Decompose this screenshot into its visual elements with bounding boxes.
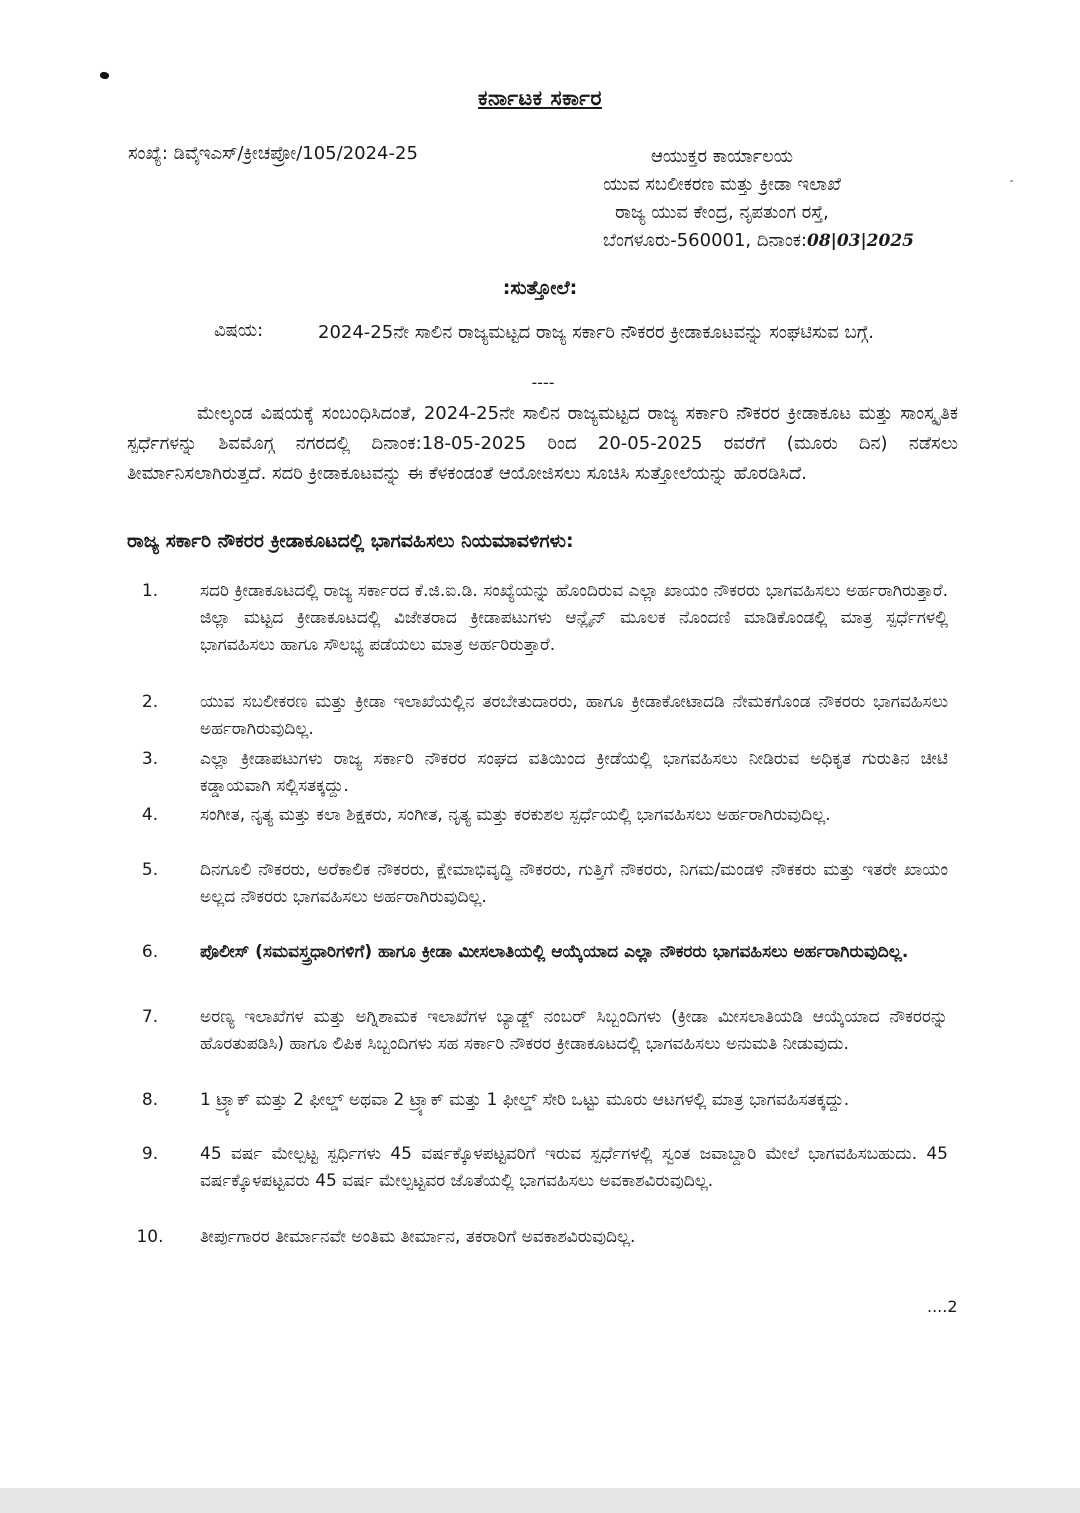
office-line: ರಾಜ್ಯ ಯುವ ಕೇಂದ್ರ, ನೃಪತುಂಗ ರಸ್ತೆ,	[615, 202, 829, 223]
rule-number: 7.	[141, 1007, 159, 1027]
rule-number: 10.	[136, 1227, 164, 1247]
intro-paragraph: ಮೇಲ್ಕಂಡ ವಿಷಯಕ್ಕೆ ಸಂಬಂಧಿಸಿದಂತೆ, 2024-25ನೇ ಸಾಲಿನ ರಾಜ್ಯಮಟ್ಟದ ರಾಜ್ಯ ಸರ್ಕಾರಿ ನೌಕರರ ಕ್ರೀಡಾಕೂಟ ಮತ್ತು ಸಾಂಸ್ಕೃತಿಕ ಸ್ಪರ್ಧೆಗಳನ್ನು ಶಿವಮೊಗ್ಗ ನಗರದಲ್ಲಿ ದಿನಾಂಕ:18-05-2025 ರಿಂದ 20-05-2025 ರವರೆಗೆ (ಮೂರು ದಿನ) ನಡೆಸಲು ತೀರ್ಮಾನಿಸಲಾಗಿರುತ್ತದೆ. ಸದರಿ ಕ್ರೀಡಾಕೂಟವನ್ನು ಈ ಕೆಳಕಂಡಂತೆ ಆಯೋಜಿಸಲು ಸೂಚಿಸಿ ಸುತ್ತೋಲೆಯನ್ನು ಹೊರಡಿಸಿದೆ.	[127, 403, 958, 484]
rule-text: ಸಂಗೀತ, ನೃತ್ಯ ಮತ್ತು ಕಲಾ ಶಿಕ್ಷಕರು, ಸಂಗೀತ, ನೃತ್ಯ ಮತ್ತು ಕರಕುಶಲ ಸ್ಪರ್ಧೆಯಲ್ಲಿ ಭಾಗವಹಿಸಲು ಅರ್ಹರಾಗಿರುವುದಿಲ್ಲ.	[200, 805, 831, 825]
rule-number: 6.	[141, 942, 159, 962]
rule-text: ಯುವ ಸಬಲೀಕರಣ ಮತ್ತು ಕ್ರೀಡಾ ಇಲಾಖೆಯಲ್ಲಿನ ತರಬೇತುದಾರರು, ಹಾಗೂ ಕ್ರೀಡಾಕೋಟಾದಡಿ ನೇಮಕಗೊಂಡ ನೌಕರರು ಭಾಗವಹಿಸಲು ಅರ್ಹರಾಗಿರುವುದಿಲ್ಲ.	[200, 692, 948, 739]
address-date-prefix: ಬೆಂಗಳೂರು-560001, ದಿನಾಂಕ:	[602, 230, 807, 251]
rule-text: ಪೊಲೀಸ್ (ಸಮವಸ್ತ್ರಧಾರಿಗಳಿಗೆ) ಹಾಗೂ ಕ್ರೀಡಾ ಮೀಸಲಾತಿಯಲ್ಲಿ ಆಯ್ಕೆಯಾದ ಎಲ್ಲಾ ನೌಕರರು ಭಾಗವಹಿಸಲು ಅರ್ಹರಾಗಿರುವುದಿಲ್ಲ.	[200, 942, 909, 962]
rule-text: 1 ಟ್ರ್ಯಾಕ್ ಮತ್ತು 2 ಫೀಲ್ಡ್ ಅಥವಾ 2 ಟ್ರ್ಯಾಕ್ ಮತ್ತು 1 ಫೀಲ್ಡ್ ಸೇರಿ ಒಟ್ಟು ಮೂರು ಆಟಗಳಲ್ಲಿ ಮಾತ್ರ ಭಾಗವಹಿಸತಕ್ಕದ್ದು.	[200, 1090, 850, 1110]
subject-text: 2024-25ನೇ ಸಾಲಿನ ರಾಜ್ಯಮಟ್ಟದ ರಾಜ್ಯ ಸರ್ಕಾರಿ ನೌಕರರ ಕ್ರೀಡಾಕೂಟವನ್ನು ಸಂಘಟಿಸುವ ಬಗ್ಗೆ.	[318, 322, 874, 343]
ink-speck	[1010, 180, 1013, 182]
office-address-block	[530, 143, 914, 255]
separator: ----	[531, 373, 555, 392]
rule-number: 1.	[141, 581, 159, 601]
address-date-line	[530, 227, 914, 255]
rule-text: ತೀರ್ಪುಗಾರರ ತೀರ್ಮಾನವೇ ಅಂತಿಮ ತೀರ್ಮಾನ, ತಕರಾರಿಗೆ ಅವಕಾಶವಿರುವುದಿಲ್ಲ.	[200, 1227, 636, 1247]
rule-number: 9.	[141, 1144, 159, 1164]
handwritten-date: 08|03|2025	[807, 231, 914, 251]
office-line: ಆಯುಕ್ತರ ಕಾರ್ಯಾಲಯ	[650, 146, 794, 167]
rule-text: ಅರಣ್ಯ ಇಲಾಖೆಗಳ ಮತ್ತು ಅಗ್ನಿಶಾಮಕ ಇಲಾಖೆಗಳ ಬ್ಯಾಡ್ಜ್ ನಂಬರ್ ಸಿಬ್ಬಂದಿಗಳು (ಕ್ರೀಡಾ ಮೀಸಲಾತಿಯಡಿ ಆಯ್ಕೆಯಾದ ನೌಕರರನ್ನು ಹೊರತುಪಡಿಸಿ) ಹಾಗೂ ಲಿಪಿಕ ಸಿಬ್ಬಂದಿಗಳು ಸಹ ಸರ್ಕಾರಿ ನೌಕರರ ಕ್ರೀಡಾಕೂಟದಲ್ಲಿ ಭಾಗವಹಿಸಲು ಅನುಮತಿ ನೀಡುವುದು.	[200, 1007, 948, 1054]
rule-text: 45 ವರ್ಷ ಮೇಲ್ಪಟ್ಟ ಸ್ಪರ್ಧಿಗಳು 45 ವರ್ಷಕ್ಕೊಳಪಟ್ಟವರಿಗೆ ಇರುವ ಸ್ಪರ್ಧೆಗಳಲ್ಲಿ ಸ್ವಂತ ಜವಾಬ್ದಾರಿ ಮೇಲೆ ಭಾಗವಹಿಸಬಹುದು. 45 ವರ್ಷಕ್ಕೊಳಪಟ್ಟವರು 45 ವರ್ಷ ಮೇಲ್ಪಟ್ಟವರ ಜೊತೆಯಲ್ಲಿ ಭಾಗವಹಿಸಲು ಅವಕಾಶವಿರುವುದಿಲ್ಲ.	[200, 1144, 948, 1191]
rule-text: ಎಲ್ಲಾ ಕ್ರೀಡಾಪಟುಗಳು ರಾಜ್ಯ ಸರ್ಕಾರಿ ನೌಕರರ ಸಂಘದ ವತಿಯಿಂದ ಕ್ರೀಡೆಯಲ್ಲಿ ಭಾಗವಹಿಸಲು ನೀಡಿರುವ ಅಧಿಕೃತ ಗುರುತಿನ ಚೀಟಿ ಕಡ್ಡಾಯವಾಗಿ ಸಲ್ಲಿಸತಕ್ಕದ್ದು.	[200, 749, 948, 796]
ink-speck	[99, 71, 110, 81]
rules-heading: ರಾಜ್ಯ ಸರ್ಕಾರಿ ನೌಕರರ ಕ್ರೀಡಾಕೂಟದಲ್ಲಿ ಭಾಗವಹಿಸಲು ನಿಯಮಾವಳಿಗಳು:	[127, 530, 574, 552]
government-title: ಕರ್ನಾಟಕ ಸರ್ಕಾರ	[478, 86, 602, 110]
rule-text: ಸದರಿ ಕ್ರೀಡಾಕೂಟದಲ್ಲಿ ರಾಜ್ಯ ಸರ್ಕಾರದ ಕೆ.ಜಿ.ಐ.ಡಿ. ಸಂಖ್ಯೆಯನ್ನು ಹೊಂದಿರುವ ಎಲ್ಲಾ ಖಾಯಂ ನೌಕರರು ಭಾಗವಹಿಸಲು ಅರ್ಹರಾಗಿರುತ್ತಾರೆ. ಜಿಲ್ಲಾ ಮಟ್ಟದ ಕ್ರೀಡಾಕೂಟದಲ್ಲಿ ವಿಜೇತರಾದ ಕ್ರೀಡಾಪಟುಗಳು ಆನ್ಲೈನ್ ಮೂಲಕ ನೊಂದಣಿ ಮಾಡಿಕೊಂಡಲ್ಲಿ ಮಾತ್ರ ಸ್ಪರ್ಧೆಗಳಲ್ಲಿ ಭಾಗವಹಿಸಲು ಹಾಗೂ ಸೌಲಭ್ಯ ಪಡೆಯಲು ಮಾತ್ರ ಅರ್ಹರಿರುತ್ತಾರೆ.	[200, 581, 948, 655]
scan-bottom-strip	[0, 1488, 1080, 1513]
rule-text: ದಿನಗೂಲಿ ನೌಕರರು, ಅರೆಕಾಲಿಕ ನೌಕರರು, ಕ್ಷೇಮಾಭಿವೃದ್ಧಿ ನೌಕರರು, ಗುತ್ತಿಗೆ ನೌಕರರು, ನಿಗಮ/ಮಂಡಳಿ ನೌಕಕರು ಮತ್ತು ಇತರೇ ಖಾಯಂ ಅಲ್ಲದ ನೌಕರರು ಭಾಗವಹಿಸಲು ಅರ್ಹರಾಗಿರುವುದಿಲ್ಲ.	[200, 860, 948, 907]
circular-title: :ಸುತ್ತೋಲೆ:	[502, 277, 578, 299]
rule-number: 4.	[141, 805, 159, 825]
page-continuation: ....2	[927, 1297, 958, 1316]
rule-number: 8.	[141, 1090, 159, 1110]
reference-number: ಸಂಖ್ಯೆ: ಡಿವೈಇಎಸ್/ಕ್ರೀಚಪ್ರೋ/105/2024-25	[128, 143, 418, 164]
rule-number: 2.	[141, 692, 159, 712]
rule-number: 5.	[141, 860, 159, 880]
rule-number: 3.	[141, 749, 159, 769]
subject-label: ವಿಷಯ:	[214, 320, 264, 341]
office-line: ಯುವ ಸಬಲೀಕರಣ ಮತ್ತು ಕ್ರೀಡಾ ಇಲಾಖೆ	[603, 174, 841, 195]
